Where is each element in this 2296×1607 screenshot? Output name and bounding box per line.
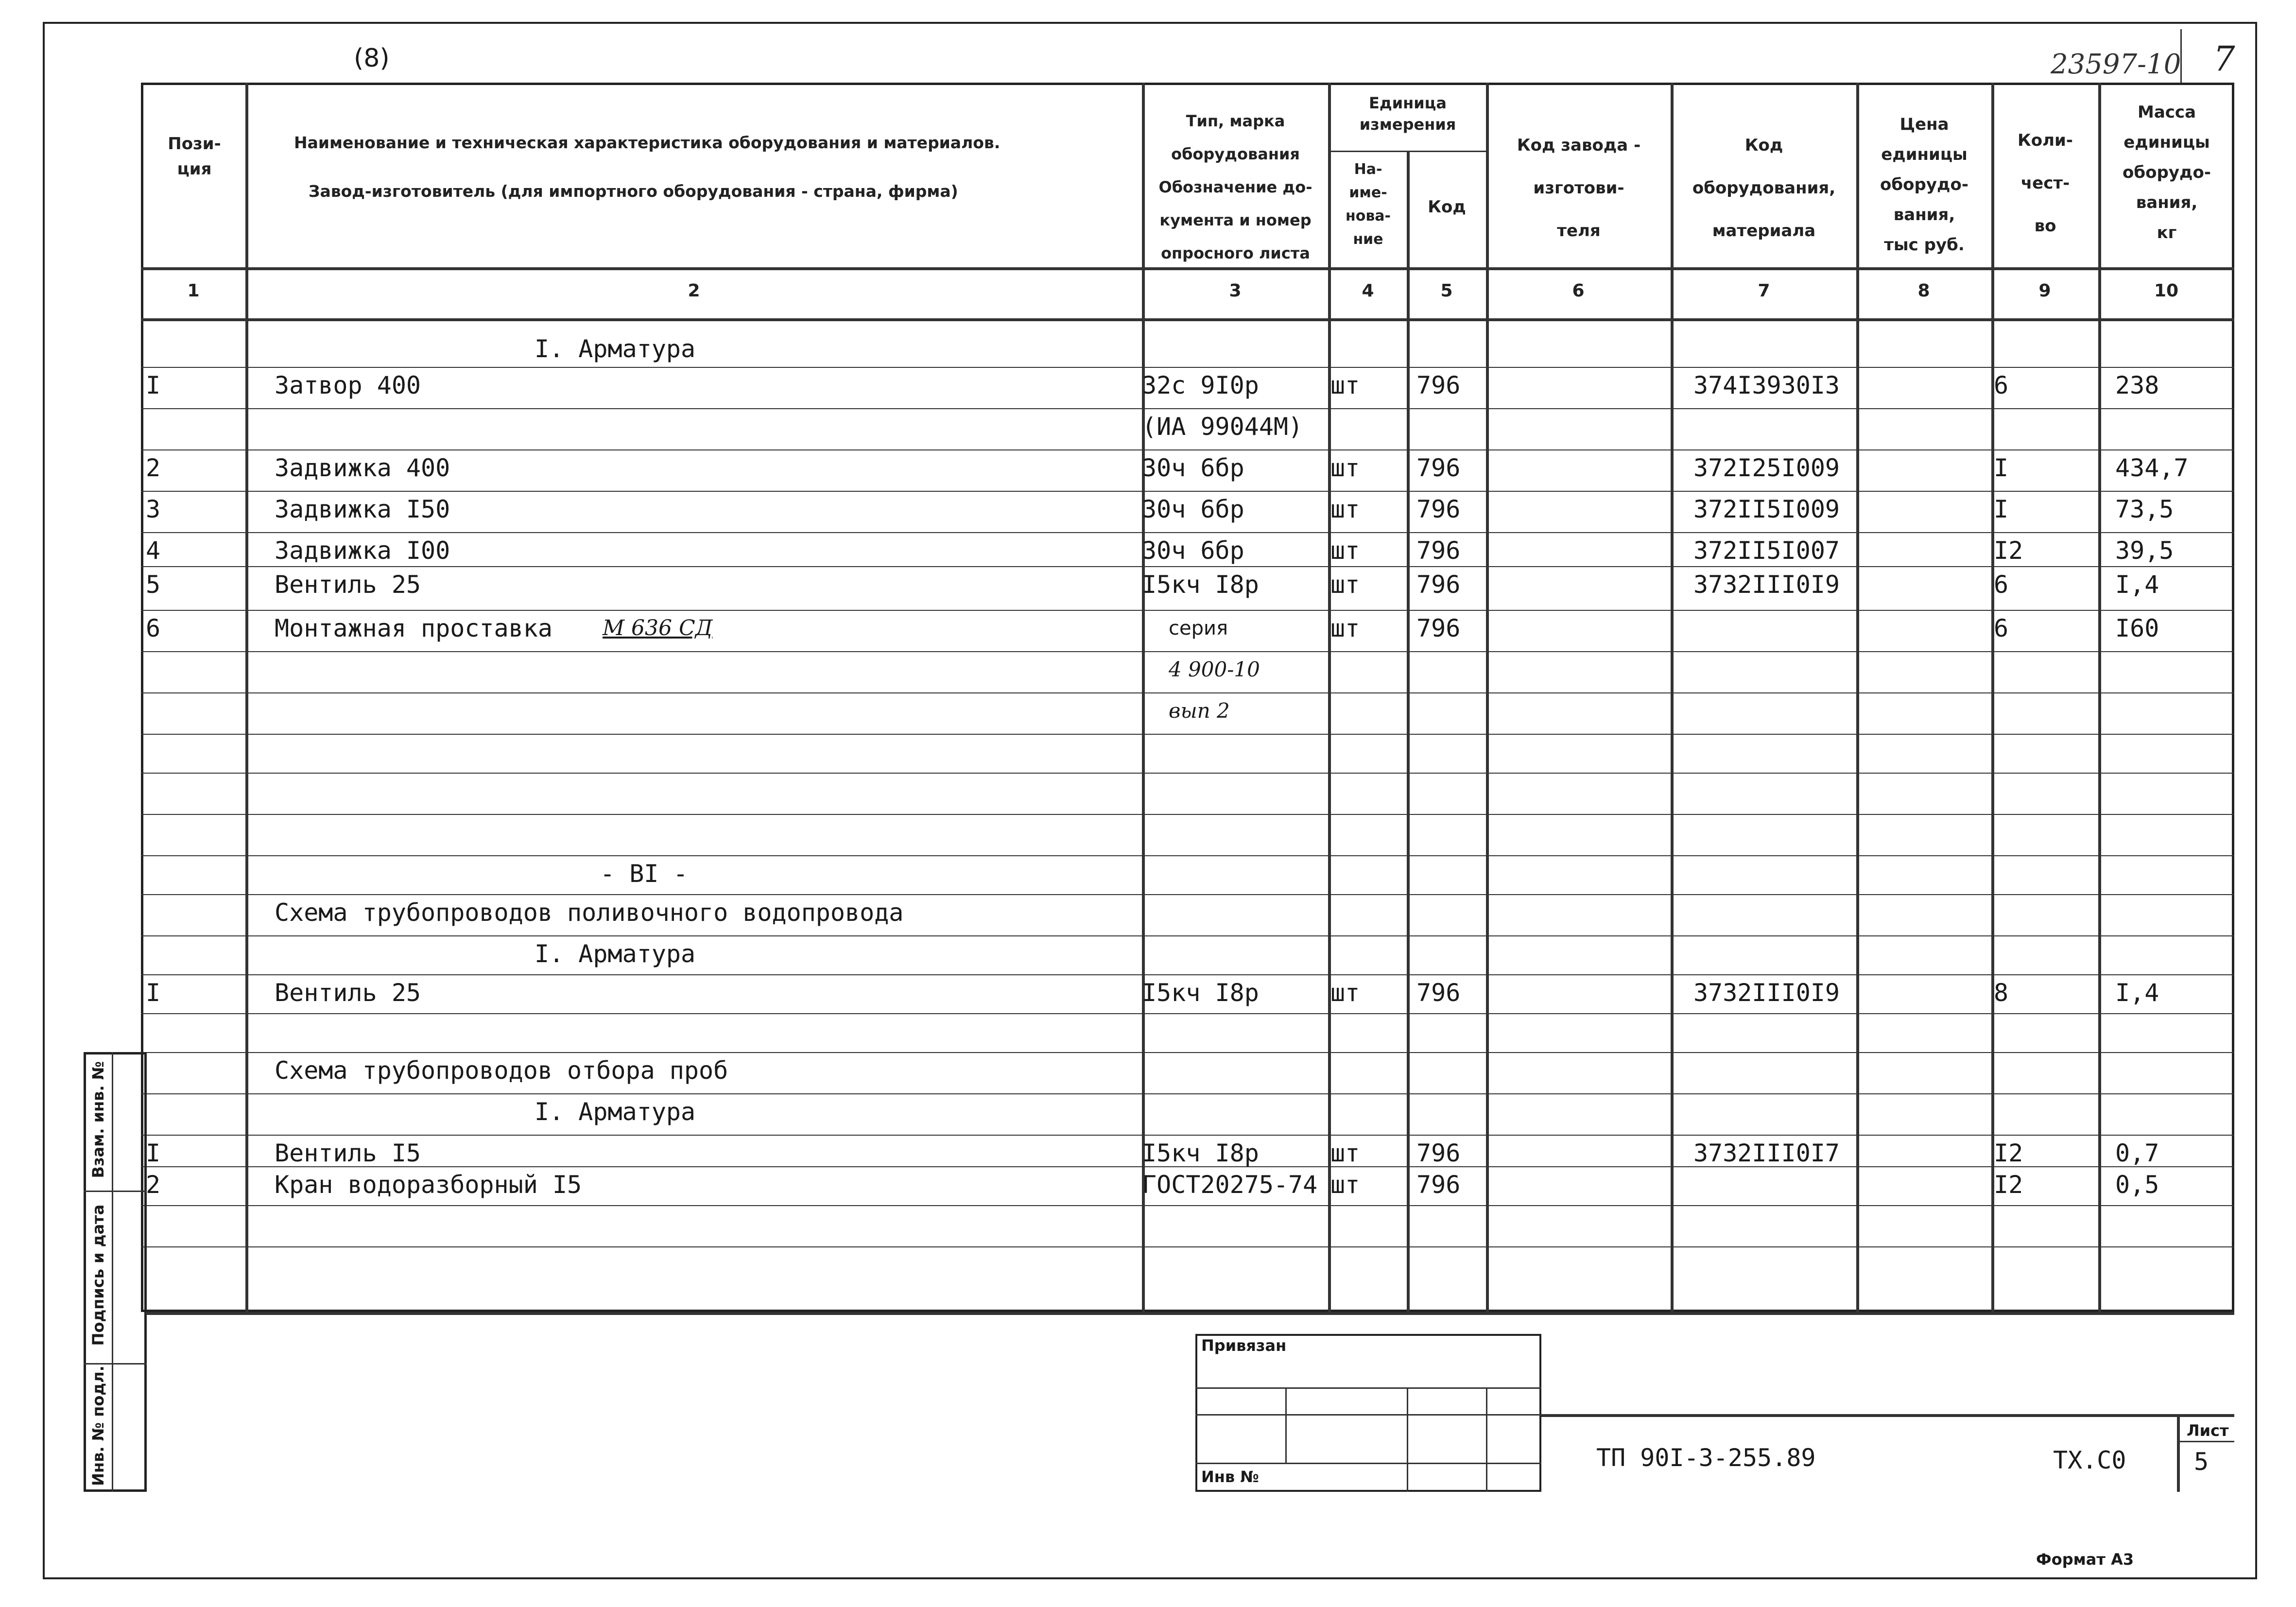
row-separator bbox=[141, 692, 2234, 693]
row-quantity: I bbox=[1994, 495, 2009, 523]
col-line-1 bbox=[245, 83, 248, 1312]
row-quantity: I bbox=[1994, 454, 2009, 482]
row-name: I. Арматура bbox=[535, 940, 696, 968]
corner-number: (8) bbox=[354, 44, 390, 73]
row-unit-code: 796 bbox=[1416, 1171, 1461, 1199]
format-label: Формат А3 bbox=[2036, 1550, 2134, 1569]
side-label-orig-inv: Инв. № подл. bbox=[89, 1365, 107, 1486]
row-unit-code: 796 bbox=[1416, 371, 1461, 399]
sheet-no-divider bbox=[2177, 1414, 2180, 1492]
sheet-label: Лист bbox=[2187, 1421, 2229, 1440]
header-unit-group: Единица измерения bbox=[1359, 94, 1456, 134]
column-number: 9 bbox=[2038, 281, 2051, 301]
header-factory-code: Код завода - изготови- теля bbox=[1517, 136, 1641, 241]
header-quantity: Коли- чест- во bbox=[2018, 131, 2073, 236]
row-unit: шт bbox=[1330, 1139, 1360, 1167]
row-unit: шт bbox=[1330, 979, 1360, 1007]
header-material-code: Код оборудования, материала bbox=[1692, 136, 1836, 241]
row-separator bbox=[141, 1052, 2234, 1053]
header-unit-code: Код bbox=[1428, 197, 1466, 217]
row-mass: 0,7 bbox=[2115, 1139, 2159, 1167]
row-unit-code: 796 bbox=[1416, 614, 1461, 642]
header-unit-name: На- име- нова- ние bbox=[1345, 161, 1391, 248]
row-name: Вентиль I5 bbox=[275, 1139, 421, 1167]
row-separator bbox=[141, 1013, 2234, 1014]
col-line-4 bbox=[1407, 151, 1410, 1312]
row-name: Вентиль 25 bbox=[275, 979, 421, 1007]
title-block-top bbox=[1541, 1414, 2234, 1417]
row-separator bbox=[141, 532, 2234, 533]
row-name: Задвижка 400 bbox=[275, 454, 450, 482]
row-unit-code: 796 bbox=[1416, 1139, 1461, 1167]
side-strip-line1 bbox=[84, 1191, 147, 1192]
privyazan-col1 bbox=[1285, 1387, 1287, 1463]
row-name: I. Арматура bbox=[535, 1098, 696, 1126]
row-type: I5кч I8р bbox=[1142, 979, 1259, 1007]
row-separator bbox=[141, 449, 2234, 450]
row-unit-code: 796 bbox=[1416, 536, 1461, 565]
privyazan-label: Привязан bbox=[1201, 1336, 1287, 1355]
col-line-8 bbox=[1991, 83, 1994, 1312]
column-number: 7 bbox=[1758, 281, 1770, 301]
privyazan-row2 bbox=[1195, 1414, 1541, 1416]
row-position: 2 bbox=[146, 454, 161, 482]
row-position: 5 bbox=[146, 570, 161, 599]
col-line-9 bbox=[2098, 83, 2101, 1312]
header-name-line2: Завод-изготовитель (для импортного оборудования - страна, фирма) bbox=[309, 182, 958, 201]
row-mass: 238 bbox=[2115, 371, 2159, 399]
row-type: 30ч 6бр bbox=[1142, 495, 1244, 523]
row-position: I bbox=[146, 371, 161, 399]
row-separator bbox=[141, 1135, 2234, 1136]
row-position: 6 bbox=[146, 614, 161, 642]
row-mass: I,4 bbox=[2115, 979, 2159, 1007]
row-quantity: 8 bbox=[1994, 979, 2009, 1007]
row-unit: шт bbox=[1330, 536, 1360, 565]
row-quantity: 6 bbox=[1994, 570, 2009, 599]
row-unit-code: 796 bbox=[1416, 454, 1461, 482]
row-quantity: I2 bbox=[1994, 1171, 2023, 1199]
row-material-code: 3732III0I9 bbox=[1693, 570, 1840, 599]
row-position: I bbox=[146, 979, 161, 1007]
row-separator bbox=[141, 935, 2234, 936]
privyazan-row1 bbox=[1195, 1387, 1541, 1389]
row-unit: шт bbox=[1330, 495, 1360, 523]
row-separator bbox=[141, 894, 2234, 895]
column-number: 6 bbox=[1572, 281, 1585, 301]
row-separator bbox=[141, 610, 2234, 611]
row-position: 4 bbox=[146, 536, 161, 565]
header-position: Пози- ция bbox=[168, 134, 221, 179]
row-position: I bbox=[146, 1139, 161, 1167]
header-name-line1: Наименование и техническая характеристика оборудования и материалов. bbox=[294, 133, 1001, 152]
row-type: ГОСТ20275-74 bbox=[1142, 1171, 1318, 1199]
row-material-code: 374I3930I3 bbox=[1693, 371, 1840, 399]
row-unit-code: 796 bbox=[1416, 979, 1461, 1007]
col-line-6 bbox=[1671, 83, 1674, 1312]
column-number: 1 bbox=[187, 281, 200, 301]
row-separator bbox=[141, 734, 2234, 735]
row-unit: шт bbox=[1330, 614, 1360, 642]
row-name: Затвор 400 bbox=[275, 371, 421, 399]
row-separator bbox=[141, 974, 2234, 975]
column-number: 5 bbox=[1440, 281, 1453, 301]
row-separator bbox=[141, 1205, 2234, 1206]
row-position: 3 bbox=[146, 495, 161, 523]
row-position: 2 bbox=[146, 1171, 161, 1199]
row-quantity: 6 bbox=[1994, 371, 2009, 399]
handwritten-ref: 23597-10 bbox=[2051, 49, 2181, 80]
stamp-top bbox=[146, 1312, 2234, 1315]
row-material-code: 3732III0I9 bbox=[1693, 979, 1840, 1007]
row-unit: шт bbox=[1330, 570, 1360, 599]
column-number: 10 bbox=[2154, 281, 2179, 301]
row-separator bbox=[141, 814, 2234, 815]
sheet-no-line bbox=[2177, 1441, 2234, 1442]
row-name-handwritten: М 636 СД bbox=[603, 616, 713, 640]
row-separator bbox=[141, 491, 2234, 492]
row-quantity: I2 bbox=[1994, 536, 2023, 565]
row-material-code: 372II5I007 bbox=[1693, 536, 1840, 565]
row-name: Монтажная проставка bbox=[275, 614, 552, 642]
row-type: I5кч I8р bbox=[1142, 570, 1259, 599]
header-price: Цена единицы оборудо- вания, тыс руб. bbox=[1880, 115, 1968, 255]
col-line-7 bbox=[1856, 83, 1859, 1312]
row-type: 4 900-10 bbox=[1169, 657, 1260, 681]
row-separator bbox=[141, 367, 2234, 368]
row-mass: 0,5 bbox=[2115, 1171, 2159, 1199]
row-quantity: I2 bbox=[1994, 1139, 2023, 1167]
row-type: 30ч 6бр bbox=[1142, 536, 1244, 565]
col-line-5 bbox=[1486, 83, 1489, 1312]
row-mass: 73,5 bbox=[2115, 495, 2174, 523]
row-separator bbox=[141, 1246, 2234, 1247]
column-number: 4 bbox=[1362, 281, 1374, 301]
row-type: 30ч 6бр bbox=[1142, 454, 1244, 482]
header-mass: Масса единицы оборудо- вания, кг bbox=[2123, 103, 2211, 242]
row-unit: шт bbox=[1330, 454, 1360, 482]
privyazan-col2 bbox=[1407, 1387, 1408, 1492]
sheet-number: 5 bbox=[2194, 1448, 2209, 1476]
row-type: 32с 9I0р bbox=[1142, 371, 1259, 399]
privyazan-row3 bbox=[1195, 1463, 1541, 1464]
side-strip-divider bbox=[112, 1052, 113, 1492]
row-name: Схема трубопроводов поливочного водопровода bbox=[275, 899, 904, 927]
row-mass: 434,7 bbox=[2115, 454, 2189, 482]
row-name: Схема трубопроводов отбора проб bbox=[275, 1056, 728, 1085]
colnum-bottom bbox=[141, 318, 2234, 321]
row-separator bbox=[141, 1093, 2234, 1094]
row-type: I5кч I8р bbox=[1142, 1139, 1259, 1167]
doc-mark: ТХ.С0 bbox=[2053, 1446, 2126, 1474]
ref-divider bbox=[2180, 29, 2182, 83]
row-material-code: 372I25I009 bbox=[1693, 454, 1840, 482]
row-material-code: 3732III0I7 bbox=[1693, 1139, 1840, 1167]
row-type: серия bbox=[1169, 617, 1228, 639]
row-unit-code: 796 bbox=[1416, 570, 1461, 599]
row-type: вып 2 bbox=[1169, 699, 1230, 723]
row-name: Вентиль 25 bbox=[275, 570, 421, 599]
row-name: Задвижка I00 bbox=[275, 536, 450, 565]
row-separator bbox=[141, 773, 2234, 774]
row-mass: I60 bbox=[2115, 614, 2159, 642]
row-mass: I,4 bbox=[2115, 570, 2159, 599]
row-separator bbox=[141, 651, 2234, 652]
inv-no-label: Инв № bbox=[1201, 1468, 1259, 1486]
row-name: Задвижка I50 bbox=[275, 495, 450, 523]
row-name: - ВI - bbox=[600, 860, 688, 888]
column-number: 8 bbox=[1917, 281, 1930, 301]
side-label-replaced-inv: Взам. инв. № bbox=[89, 1061, 107, 1178]
row-separator bbox=[141, 566, 2234, 567]
row-separator bbox=[141, 408, 2234, 409]
row-separator bbox=[141, 855, 2234, 856]
col-line-3 bbox=[1328, 83, 1331, 1312]
column-number: 3 bbox=[1229, 281, 1242, 301]
column-number: 2 bbox=[688, 281, 700, 301]
row-type: (ИА 99044М) bbox=[1142, 413, 1303, 441]
row-quantity: 6 bbox=[1994, 614, 2009, 642]
handwritten-page: 7 bbox=[2213, 39, 2235, 79]
row-mass: 39,5 bbox=[2115, 536, 2174, 565]
row-unit: шт bbox=[1330, 371, 1360, 399]
side-label-signature-date: Подпись и дата bbox=[89, 1204, 107, 1346]
privyazan-col3 bbox=[1486, 1387, 1487, 1492]
row-name: Кран водоразборный I5 bbox=[275, 1171, 582, 1199]
row-name: I. Арматура bbox=[535, 335, 696, 363]
row-unit-code: 796 bbox=[1416, 495, 1461, 523]
row-material-code: 372II5I009 bbox=[1693, 495, 1840, 523]
row-unit: шт bbox=[1330, 1171, 1360, 1199]
doc-code: ТП 90I-3-255.89 bbox=[1596, 1444, 1816, 1472]
header-type: Тип, марка оборудования Обозначение до- кумента и номер опросного листа bbox=[1158, 112, 1312, 262]
